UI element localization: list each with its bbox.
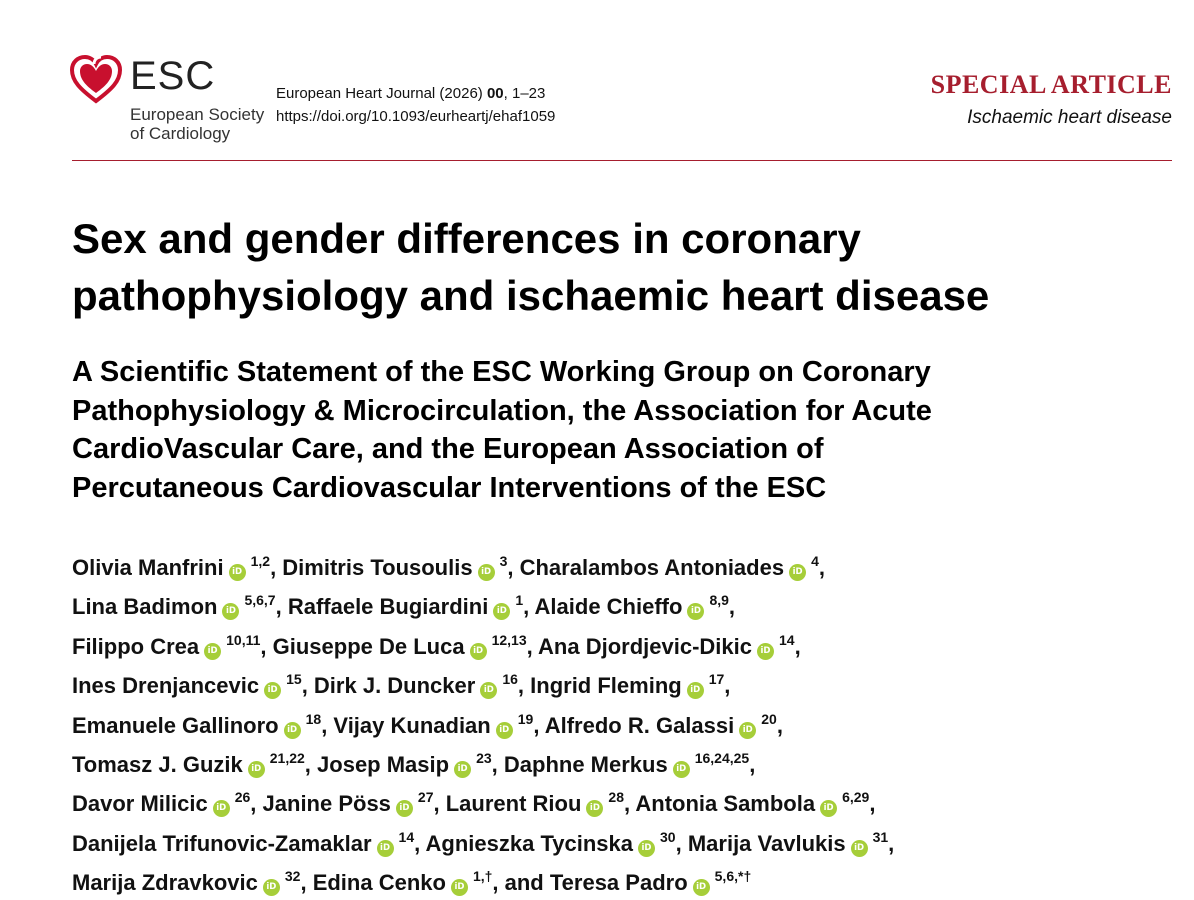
orcid-icon[interactable]: iD [248, 761, 265, 778]
orcid-icon[interactable]: iD [480, 682, 497, 699]
author-affiliation: 23 [476, 750, 492, 767]
author-affiliation: 31 [872, 828, 889, 845]
author-name: Ana Djordjevic-Dikic [538, 633, 752, 659]
author-affiliation: 19 [517, 710, 534, 727]
author-affiliation: 16,24,25 [694, 750, 750, 767]
orcid-icon[interactable]: iD [284, 722, 301, 739]
author-separator: , [888, 830, 895, 856]
author-affiliation: 30 [660, 828, 676, 845]
author-affiliation: 1,2 [250, 553, 271, 569]
logo-name-line2: of Cardiology [130, 124, 231, 143]
subtitle-line: A Scientific Statement of the ESC Working Group on Coronary [72, 356, 931, 388]
author-separator: , [728, 594, 736, 620]
journal-pages: , 1–23 [503, 85, 546, 102]
author-separator: , [507, 555, 520, 580]
author-name: Laurent Riou [445, 791, 582, 817]
orcid-icon[interactable]: iD [586, 800, 603, 817]
orcid-icon[interactable]: iD [470, 643, 487, 660]
author-name: Janine Pöss [262, 791, 391, 817]
orcid-icon[interactable]: iD [454, 761, 471, 778]
author-affiliation: 4 [811, 553, 819, 569]
author-name: Dirk J. Duncker [313, 673, 476, 699]
orcid-icon[interactable]: iD [820, 800, 837, 817]
article-type: SPECIAL ARTICLE [930, 70, 1172, 99]
author-name: Vijay Kunadian [333, 712, 491, 738]
subtitle-line: CardioVascular Care, and the European Association of [72, 433, 824, 465]
orcid-icon[interactable]: iD [739, 722, 756, 739]
orcid-icon[interactable]: iD [693, 879, 710, 896]
author-name: Dimitris Tousoulis [282, 555, 473, 580]
article-type-block [931, 70, 1172, 131]
author-separator: , [491, 752, 504, 778]
author-separator: , [749, 752, 756, 778]
header-divider [72, 160, 1172, 161]
author-affiliation: 27 [417, 789, 434, 806]
orcid-icon[interactable]: iD [687, 682, 704, 699]
author-line [72, 860, 1172, 899]
author-separator: , [275, 594, 288, 620]
author-name: Tomasz J. Guzik [72, 752, 243, 778]
author-affiliation: 16 [502, 671, 518, 688]
author-affiliation: 21,22 [269, 750, 305, 767]
author-affiliation: 17 [708, 671, 725, 688]
orcid-icon[interactable]: iD [229, 564, 246, 581]
author-name: Agnieszka Tycinska [425, 830, 634, 856]
title-line: pathophysiology and ischaemic heart disease [72, 272, 990, 319]
author-affiliation: 20 [761, 710, 777, 727]
author-name: Alaide Chieffo [534, 594, 683, 620]
author-separator: , and [492, 870, 550, 896]
author-name: Emanuele Gallinoro [72, 712, 279, 738]
orcid-icon[interactable]: iD [204, 643, 221, 660]
esc-logo [70, 53, 270, 145]
author-separator: , [304, 752, 318, 778]
author-line [72, 663, 1172, 702]
author-separator: , [414, 830, 426, 856]
author-separator: , [623, 791, 636, 817]
journal-name: European Heart Journal (2026) [276, 85, 487, 102]
orcid-icon[interactable]: iD [757, 643, 774, 660]
author-affiliation: 5,6,*† [714, 868, 752, 885]
orcid-icon[interactable]: iD [673, 761, 690, 778]
author-line [72, 703, 1172, 742]
journal-doi[interactable]: https://doi.org/10.1093/eurheartj/ehaf1059 [276, 108, 556, 125]
author-separator: , [776, 712, 783, 738]
logo-name-line1: European Society [130, 105, 265, 124]
author-name: Antonia Sambola [635, 791, 816, 817]
author-name: Edina Cenko [312, 870, 446, 896]
orcid-icon[interactable]: iD [493, 603, 510, 620]
author-name: Olivia Manfrini [72, 555, 224, 580]
journal-citation [276, 82, 555, 105]
author-separator: , [321, 712, 334, 738]
author-name: Ines Drenjancevic [72, 673, 260, 699]
author-separator: , [433, 791, 446, 817]
title-line: Sex and gender differences in coronary [72, 215, 861, 262]
author-separator: , [869, 791, 876, 817]
author-affiliation: 32 [284, 868, 301, 885]
author-separator: , [794, 633, 801, 659]
orcid-icon[interactable]: iD [789, 564, 806, 581]
author-separator: , [260, 633, 273, 659]
author-separator: , [675, 830, 688, 856]
orcid-icon[interactable]: iD [213, 800, 230, 817]
article-subject: Ischaemic heart disease [967, 107, 1172, 128]
journal-volume: 00 [486, 85, 504, 102]
author-name: Lina Badimon [72, 594, 218, 620]
orcid-icon[interactable]: iD [687, 603, 704, 620]
author-affiliation: 1,† [472, 868, 493, 885]
author-affiliation: 3 [499, 553, 508, 569]
author-separator: , [724, 673, 731, 699]
author-affiliation: 28 [608, 789, 624, 806]
author-line [72, 781, 1172, 820]
author-name: Filippo Crea [72, 633, 200, 659]
author-name: Giuseppe De Luca [272, 633, 465, 659]
orcid-icon[interactable]: iD [222, 603, 239, 620]
orcid-icon[interactable]: iD [496, 722, 513, 739]
author-list [72, 545, 1172, 900]
orcid-icon[interactable]: iD [377, 840, 394, 857]
author-line [72, 545, 1172, 584]
author-affiliation: 8,9 [709, 592, 729, 609]
orcid-icon[interactable]: iD [396, 800, 413, 817]
author-name: Raffaele Bugiardini [287, 594, 489, 620]
author-name: Ingrid Fleming [530, 673, 682, 699]
author-separator: , [526, 633, 539, 659]
author-separator: , [517, 673, 531, 699]
orcid-icon[interactable]: iD [263, 879, 280, 896]
author-line [72, 821, 1172, 860]
author-affiliation: 6,29 [842, 789, 870, 806]
author-line [72, 624, 1172, 663]
author-affiliation: 14 [779, 631, 795, 648]
article-title [72, 210, 1162, 324]
journal-info [276, 82, 555, 128]
author-affiliation: 5,6,7 [244, 592, 276, 609]
orcid-icon[interactable]: iD [638, 840, 655, 857]
author-affiliation: 15 [286, 671, 302, 688]
author-separator: , [818, 555, 825, 580]
author-name: Davor Milicic [72, 791, 208, 817]
author-separator: , [523, 594, 535, 620]
author-line [72, 584, 1172, 623]
author-affiliation: 26 [234, 789, 251, 806]
author-affiliation: 14 [398, 828, 415, 845]
orcid-icon[interactable]: iD [264, 682, 281, 699]
author-name: Alfredo R. Galassi [544, 712, 735, 738]
author-affiliation: 18 [305, 710, 322, 727]
author-separator: , [270, 555, 283, 580]
author-affiliation: 10,11 [226, 631, 261, 648]
author-name: Daphne Merkus [503, 752, 668, 778]
orcid-icon[interactable]: iD [478, 564, 495, 581]
author-separator: , [533, 712, 545, 738]
author-separator: , [301, 673, 314, 699]
author-separator: , [250, 791, 263, 817]
logo-acronym: ESC [130, 54, 216, 98]
subtitle-line: Pathophysiology & Microcirculation, the Association for Acute [72, 394, 932, 427]
author-name: Teresa Padro [549, 870, 688, 896]
author-name: Marija Vavlukis [687, 830, 846, 856]
author-name: Josep Masip [317, 752, 450, 778]
author-name: Charalambos Antoniades [519, 555, 785, 580]
author-name: Danijela Trifunovic-Zamaklar [72, 830, 372, 856]
author-line [72, 742, 1172, 781]
author-name: Marija Zdravkovic [72, 870, 258, 896]
article-subtitle [72, 353, 1162, 507]
orcid-icon[interactable]: iD [851, 840, 868, 857]
author-affiliation: 1 [515, 592, 524, 609]
heart-icon [70, 55, 122, 105]
subtitle-line: Percutaneous Cardiovascular Interventions of the ESC [72, 471, 827, 504]
author-separator: , [300, 870, 313, 896]
orcid-icon[interactable]: iD [451, 879, 468, 896]
author-affiliation: 12,13 [491, 631, 527, 648]
